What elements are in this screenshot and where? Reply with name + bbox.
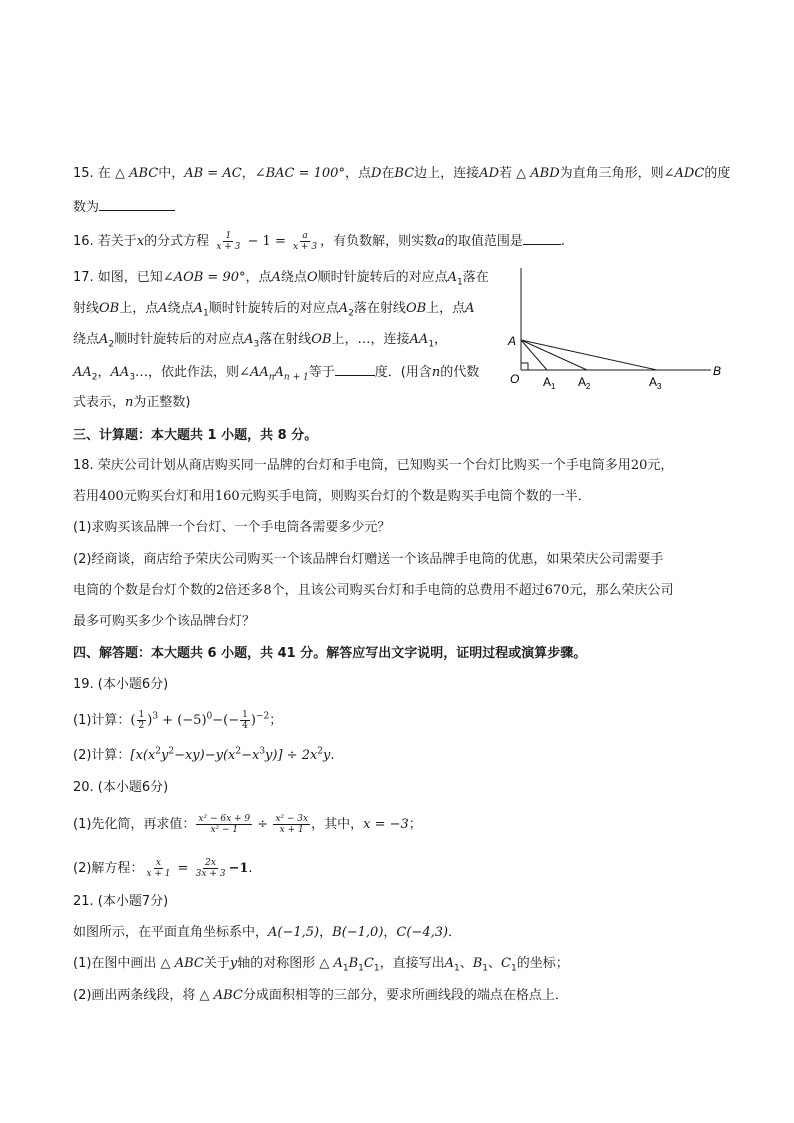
answer-blank <box>335 361 375 376</box>
fraction: $\frac{2x}{3x + 3}$ <box>195 858 226 879</box>
q17-line2: 射线OB上，点A绕点$A_1$顺时针旋转后的对应点$A_2$落在射线OB上，点A <box>73 301 475 319</box>
q20-part1: (1)先化简，再求值： $\frac{\text{x² − 6x + 9}}{\text{x² − 1}}$ ÷ $\frac{\text{x² − 3x}}{x + 1}$ ，其中，x = −3； <box>73 814 422 835</box>
q21-part2: (2)画出两条线段，将 △ ABC分成面积相等的三部分，要求所画线段的端点在格点上． <box>73 988 568 1003</box>
answer-blank <box>523 230 561 245</box>
label-b: B <box>713 364 722 378</box>
q20-part2: (2)解方程： $\frac{x}{x + 1}$ = $\frac{2x}{3x + 3}$ −1. <box>73 858 253 879</box>
q19-part2: (2)计算：$[x(x^2y^2-xy)-y(x^2-x^3y)] \div 2x^2y$. <box>73 746 335 763</box>
right-angle-mark <box>521 363 528 370</box>
q18-part2-line3: 最多可购买多少个该品牌台灯？ <box>73 614 256 629</box>
q18-part2-line2: 电筒的个数是台灯个数的2倍还多8个，且该公司购买台灯和手电筒的总费用不超过670元，那么荣庆公司 <box>73 583 674 598</box>
answer-blank <box>99 196 175 211</box>
q21-line1: 如图所示，在平面直角坐标系中，A(−1,5)，B(−1,0)，C(−4,3)． <box>73 925 462 940</box>
q18-line1: 18. 荣庆公司计划从商店购买同一品牌的台灯和手电筒，已知购买一个台灯比购买一个手电筒多用20元， <box>73 458 674 473</box>
label-a2: $A_2$ <box>578 375 591 391</box>
q15-line2: 数为 <box>73 196 175 218</box>
q17-line4: $AA_2$，$AA_3\dots$，依此作法，则$\angle AA_nA_{n + 1}$等于 度．(用含n的代数 <box>73 361 479 383</box>
q15-line1: 15. 在 △ ABC中，AB = AC，∠BAC = 100°，点D在BC边上，连接AD若 △ ABD为直角三角形，则∠ADC的度 <box>73 166 731 181</box>
rotation-figure <box>505 262 725 392</box>
label-a: A <box>508 334 517 348</box>
q17-line3: 绕点$A_2$顺时针旋转后的对应点$A_3$落在射线OB上，…，连接$AA_1$， <box>73 332 448 350</box>
q17-line5: 式表示，n为正整数) <box>73 395 191 410</box>
section-3-heading: 三、计算题：本大题共 1 小题，共 8 分。 <box>73 428 318 443</box>
label-a1: $A_1$ <box>543 375 556 391</box>
q19-heading: 19. (本小题6分) <box>73 677 169 692</box>
fraction: $\frac{1}{4}$ <box>242 710 248 731</box>
label-o: O <box>510 372 520 386</box>
fraction: $\frac{a}{x + 3}$ <box>292 231 318 252</box>
q18-part1: (1)求购买该品牌一个台灯、一个手电筒各需要多少元？ <box>73 520 391 535</box>
q21-part1: (1)在图中画出 △ ABC关于y轴的对称图形 △ $A_1B_1C_1$，直接写出$A_1$、$B_1$、$C_1$的坐标； <box>73 956 569 974</box>
q21-heading: 21. (本小题7分) <box>73 894 169 909</box>
q16-line: 16. 若关于x的分式方程 $\frac{1}{x + 3}$ − 1 = $\frac{a}{x + 3}$ ，有负数解，则实数a的取值范围是 . <box>73 231 565 252</box>
q18-line2: 若用400元购买台灯和用160元购买手电筒，则购买台灯的个数是购买手电筒个数的一半． <box>73 489 591 504</box>
fraction: $\frac{1}{2}$ <box>138 710 145 731</box>
fraction: $\frac{1}{x + 3}$ <box>216 231 241 252</box>
section-4-heading: 四、解答题：本大题共 6 小题，共 41 分。解答应写出文字说明，证明过程或演算步骤。 <box>73 646 587 661</box>
q17-line1: 17. 如图，已知∠AOB = 90°，点A绕点O顺时针旋转后的对应点$A_1$落在 <box>73 270 489 288</box>
fraction: $\frac{\text{x² − 6x + 9}}{\text{x² − 1}}$ <box>198 814 251 835</box>
segment-aa3 <box>521 340 657 370</box>
q18-part2-line1: (2)经商谈，商店给予荣庆公司购买一个该品牌台灯赠送一个该品牌手电筒的优惠，如果荣庆公司需要手 <box>73 552 664 567</box>
q20-heading: 20. (本小题6分) <box>73 780 169 795</box>
q19-part1: (1)计算：( $\frac{1}{2}$ )$^3 + (-5)^0-(-$ $\frac{1}{4}$ )$^{-2}$； <box>73 710 283 731</box>
fraction: $\frac{\text{x² − 3x}}{x + 1}$ <box>275 814 309 835</box>
fraction: $\frac{x}{x + 1}$ <box>146 858 171 879</box>
segment-aa2 <box>521 340 587 370</box>
label-a3: $A_3$ <box>649 375 662 391</box>
